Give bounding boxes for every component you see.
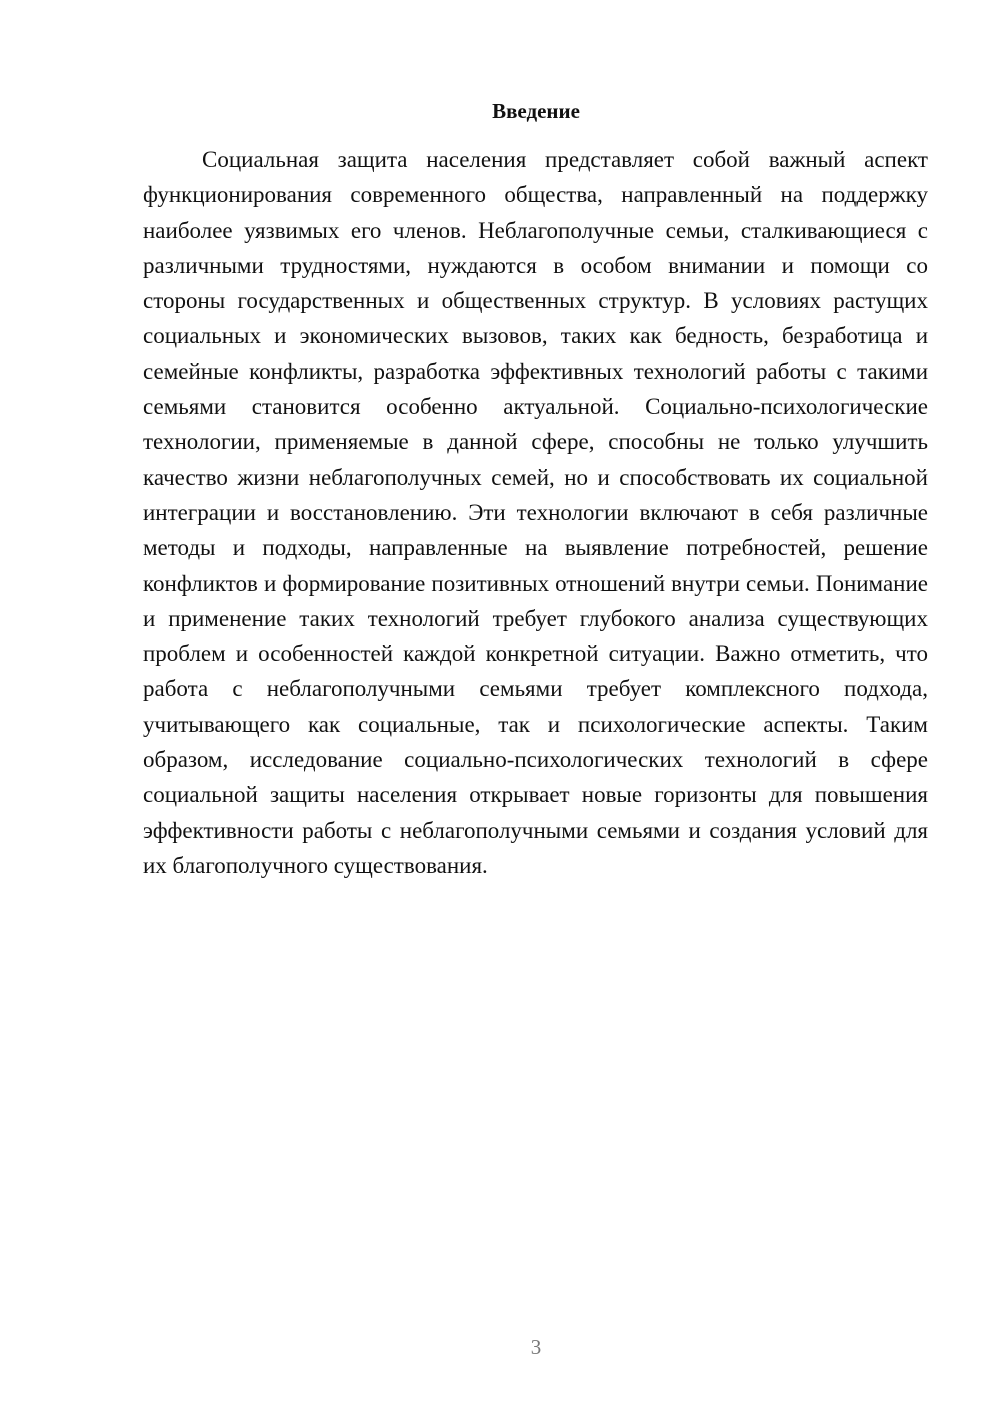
- page-number: 3: [530, 1335, 542, 1359]
- body-paragraph: Социальная защита населения представляет собой важный аспект функционирования современного общества, направленный на поддержку наиболее уязвимых его членов. Неблагополучные семьи, сталкивающиеся с различными трудностями, нуждаются в особом внимании и помощи со стороны государственных и общественных структур. В условиях растущих социальных и экономических вызовов, таких как бедность, безработица и семейные конфликты, разработка эффективных технологий работы с такими семьями становится особенно актуальной. Социально-психологические технологии, применяемые в данной сфере, способны не только улучшить качество жизни неблагополучных семей, но и способствовать их социальной интеграции и восстановлению. Эти технологии включают в себя различные методы и подходы, направленные на выявление потребностей, решение конфликтов и формирование позитивных отношений внутри семьи. Понимание и применение таких технологий требует глубокого анализа существующих проблем и особенностей каждой конкретной ситуации. Важно отметить, что работа с неблагополучными семьями требует комплексного подхода, учитывающего как социальные, так и психологические аспекты. Таким образом, исследование социально-психологических технологий в сфере социальной защиты населения открывает новые горизонты для повышения эффективности работы с неблагополучными семьями и создания условий для их благополучного существования.: [143, 147, 928, 878]
- section-heading: Введение: [492, 99, 580, 123]
